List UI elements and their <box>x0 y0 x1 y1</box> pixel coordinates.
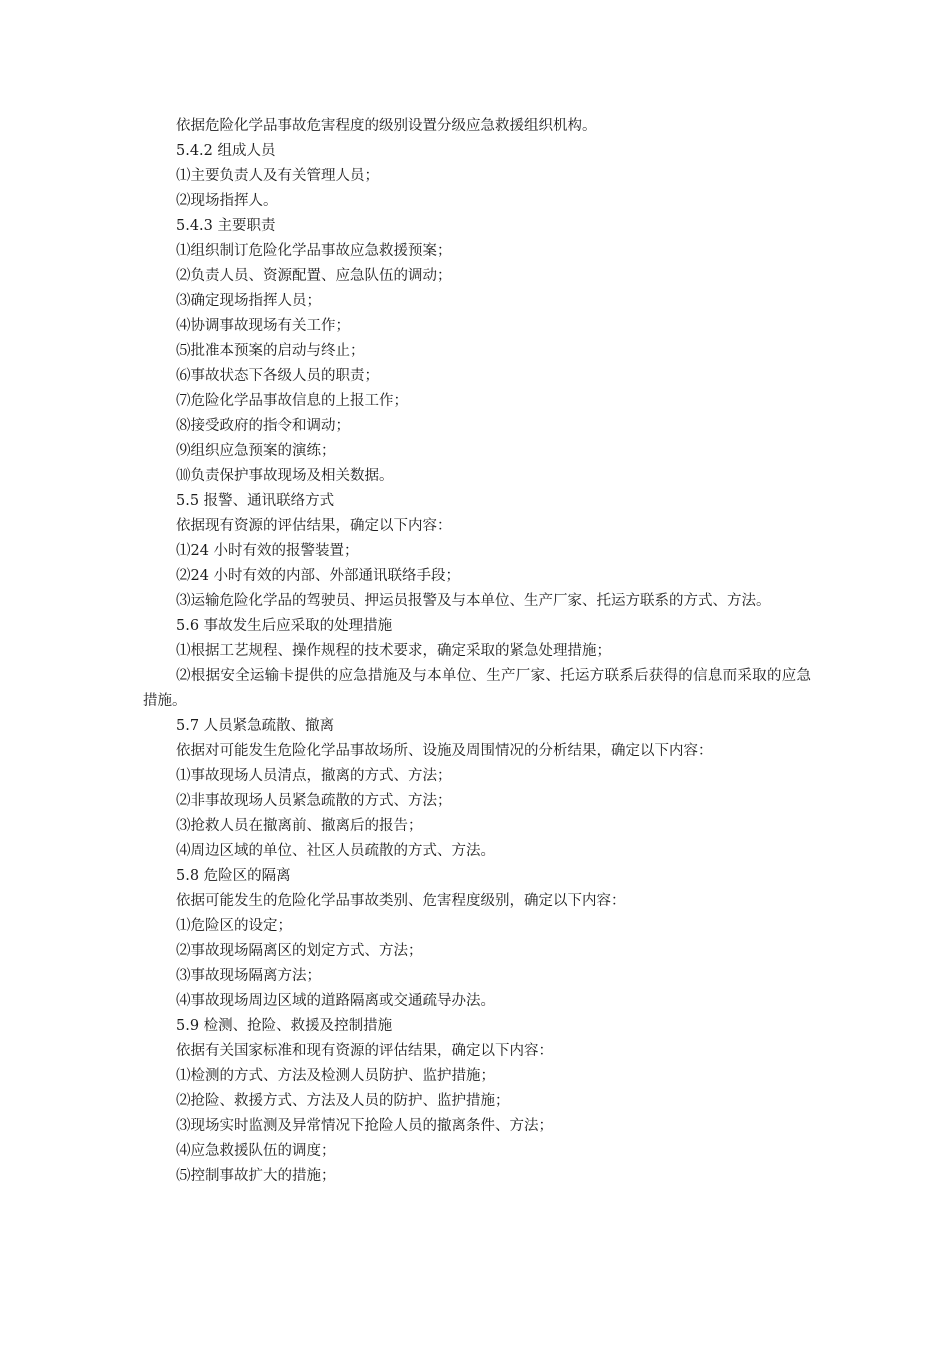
list-item: ⑴根据工艺规程、操作规程的技术要求，确定采取的紧急处理措施； <box>176 643 611 659</box>
list-item: ⑴事故现场人员清点，撤离的方式、方法； <box>176 768 452 784</box>
list-item: ⑷协调事故现场有关工作； <box>176 318 350 334</box>
list-item: ⑷周边区域的单位、社区人员疏散的方式、方法。 <box>176 843 495 859</box>
list-item: ⑶确定现场指挥人员； <box>176 293 321 309</box>
list-item: ⑹事故状态下各级人员的职责； <box>176 368 379 384</box>
list-item: ⑷事故现场周边区域的道路隔离或交通疏导办法。 <box>176 993 495 1009</box>
text-line: 依据可能发生的危险化学品事故类别、危害程度级别，确定以下内容： <box>176 893 626 909</box>
list-item: ⑺危险化学品事故信息的上报工作； <box>176 393 408 409</box>
list-item: ⑼组织应急预案的演练； <box>176 443 336 459</box>
text-line: 依据危险化学品事故危害程度的级别设置分级应急救援组织机构。 <box>176 118 597 134</box>
list-item: ⑵抢险、救援方式、方法及人员的防护、监护措施； <box>176 1093 510 1109</box>
list-item: ⑵非事故现场人员紧急疏散的方式、方法； <box>176 793 452 809</box>
list-item: ⑽负责保护事故现场及相关数据。 <box>176 468 394 484</box>
paragraph-safety-card-measures: ⑵根据安全运输卡提供的应急措施及与本单位、生产厂家、托运方联系后获得的信息而采取的应急措施。 <box>143 668 811 709</box>
list-item: ⑴组织制订危险化学品事故应急救援预案； <box>176 243 452 259</box>
list-item: ⑸控制事故扩大的措施； <box>176 1168 336 1184</box>
list-item: ⑶现场实时监测及异常情况下抢险人员的撤离条件、方法； <box>176 1118 553 1134</box>
list-item: ⑵事故现场隔离区的划定方式、方法； <box>176 943 423 959</box>
list-item: ⑶抢救人员在撤离前、撤离后的报告； <box>176 818 423 834</box>
section-heading-5-4-3: 5.4.3 主要职责 <box>176 218 276 234</box>
section-heading-5-7: 5.7 人员紧急疏散、撤离 <box>176 718 335 734</box>
list-item: ⑵负责人员、资源配置、应急队伍的调动； <box>176 268 452 284</box>
paragraph-transport-contact: ⑶运输危险化学品的驾驶员、押运员报警及与本单位、生产厂家、托运方联系的方式、方法。 <box>176 593 771 609</box>
list-item: ⑴24 小时有效的报警装置； <box>176 543 359 559</box>
list-item: ⑸批准本预案的启动与终止； <box>176 343 365 359</box>
list-item: ⑴主要负责人及有关管理人员； <box>176 168 379 184</box>
text-line: 依据现有资源的评估结果，确定以下内容： <box>176 518 452 534</box>
list-item: ⑶事故现场隔离方法； <box>176 968 321 984</box>
list-item: ⑵24 小时有效的内部、外部通讯联络手段； <box>176 568 461 584</box>
section-heading-5-5: 5.5 报警、通讯联络方式 <box>176 493 335 509</box>
section-heading-5-4-2: 5.4.2 组成人员 <box>176 143 276 159</box>
document-body <box>143 114 811 1189</box>
list-item: ⑻接受政府的指令和调动； <box>176 418 350 434</box>
text-line: 依据对可能发生危险化学品事故场所、设施及周围情况的分析结果，确定以下内容： <box>176 743 713 759</box>
text-line: 依据有关国家标准和现有资源的评估结果，确定以下内容： <box>176 1043 553 1059</box>
list-item: ⑴检测的方式、方法及检测人员防护、监护措施； <box>176 1068 495 1084</box>
list-item: ⑴危险区的设定； <box>176 918 292 934</box>
list-item: ⑵现场指挥人。 <box>176 193 278 209</box>
section-heading-5-6: 5.6 事故发生后应采取的处理措施 <box>176 618 393 634</box>
section-heading-5-9: 5.9 检测、抢险、救援及控制措施 <box>176 1018 393 1034</box>
section-heading-5-8: 5.8 危险区的隔离 <box>176 868 291 884</box>
list-item: ⑷应急救援队伍的调度； <box>176 1143 336 1159</box>
